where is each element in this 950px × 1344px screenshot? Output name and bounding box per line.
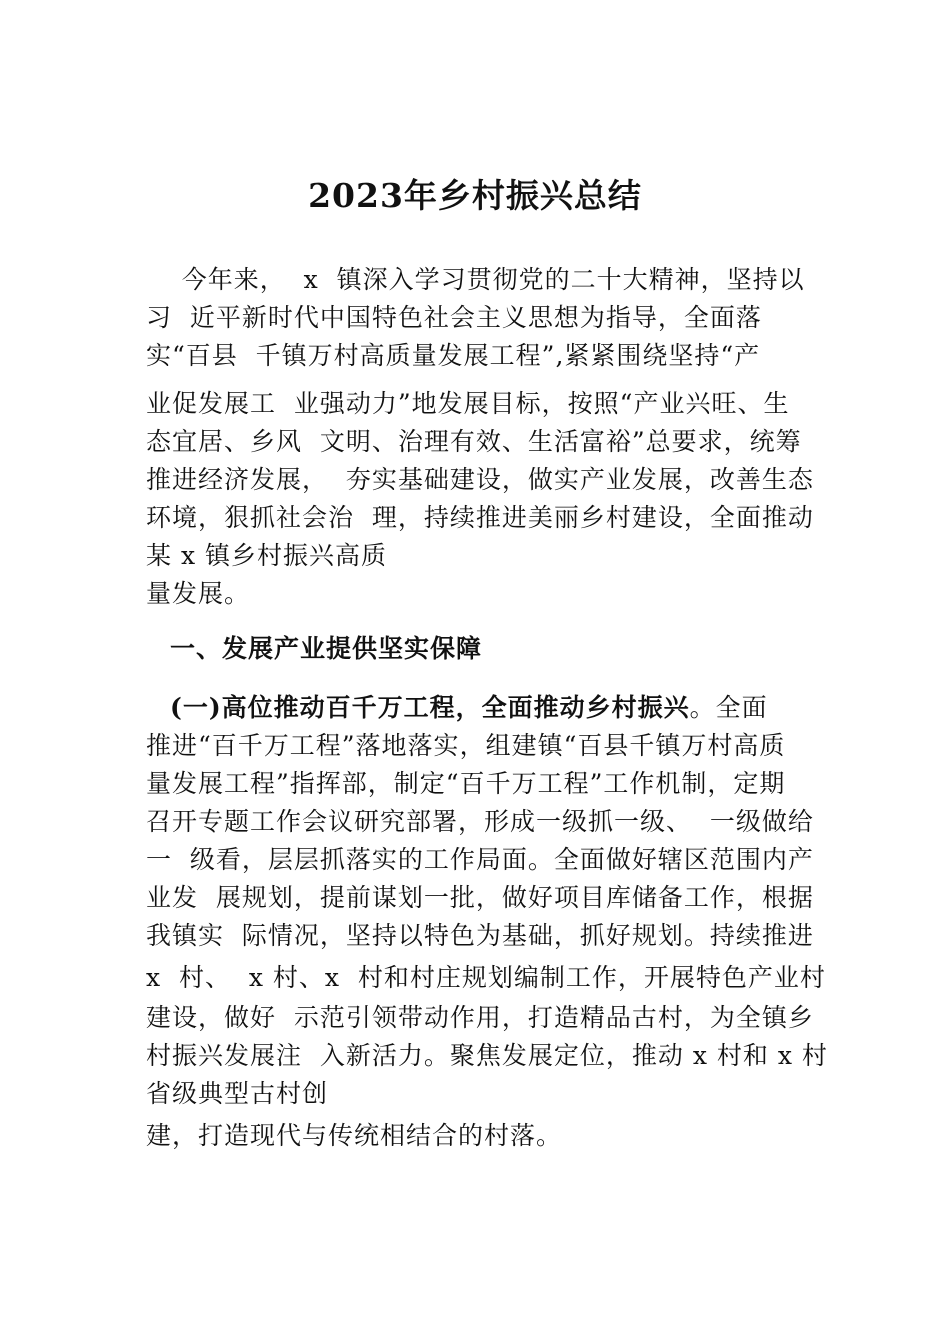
text-line: 环境，狠抓社会治 理，持续推进美丽乡村建设，全面推动 xyxy=(146,503,814,532)
text-line: 一 级看，层层抓落实的工作局面。全面做好辖区范围内产 xyxy=(146,845,814,874)
text-line: 建，打造现代与传统相结合的村落。 xyxy=(146,1121,563,1150)
text-line: x 村、 x 村、x 村和村庄规划编制工作，开展特色产业村 xyxy=(146,963,826,992)
text-line: 省级典型古村创 xyxy=(146,1079,329,1108)
text-line: 某 x 镇乡村振兴高质 xyxy=(146,541,387,570)
text-line: 业促发展工 业强动力”地发展目标，按照“产业兴旺、生 xyxy=(146,389,790,418)
document-title: 2023年乡村振兴总结 xyxy=(308,176,642,215)
subheading-line xyxy=(170,690,768,726)
subheading-rest: 。全面 xyxy=(689,693,768,722)
text-line: 量发展。 xyxy=(146,579,251,608)
text-line: 建设，做好 示范引领带动作用，打造精品古村，为全镇乡 xyxy=(146,1003,814,1032)
text-line: 召开专题工作会议研究部署，形成一级抓一级、 一级做给 xyxy=(146,807,814,836)
section-heading: 一、发展产业提供坚实保障 xyxy=(170,634,483,663)
subheading-bold: (一)高位推动百千万工程，全面推动乡村振兴 xyxy=(170,693,690,722)
text-line: 推进经济发展， 夯实基础建设，做实产业发展，改善生态 xyxy=(146,465,814,494)
text-line: 今年来， x 镇深入学习贯彻党的二十大精神，坚持以 xyxy=(146,265,805,294)
text-line: 量发展工程”指挥部，制定“百千万工程”工作机制，定期 xyxy=(146,769,786,798)
text-line: 我镇实 际情况，坚持以特色为基础，抓好规划。持续推进 xyxy=(146,921,814,950)
text-line: 习 近平新时代中国特色社会主义思想为指导，全面落 xyxy=(146,303,762,332)
text-line: 业发 展规划，提前谋划一批，做好项目库储备工作，根据 xyxy=(146,883,814,912)
text-line: 村振兴发展注 入新活力。聚焦发展定位，推动 x 村和 x 村 xyxy=(146,1041,828,1070)
text-line: 推进“百千万工程”落地落实，组建镇“百县千镇万村高质 xyxy=(146,731,786,760)
text-line: 态宜居、乡风 文明、治理有效、生活富裕”总要求，统筹 xyxy=(146,427,802,456)
text-line: 实“百县 千镇万村高质量发展工程”,紧紧围绕坚持“产 xyxy=(146,341,761,370)
